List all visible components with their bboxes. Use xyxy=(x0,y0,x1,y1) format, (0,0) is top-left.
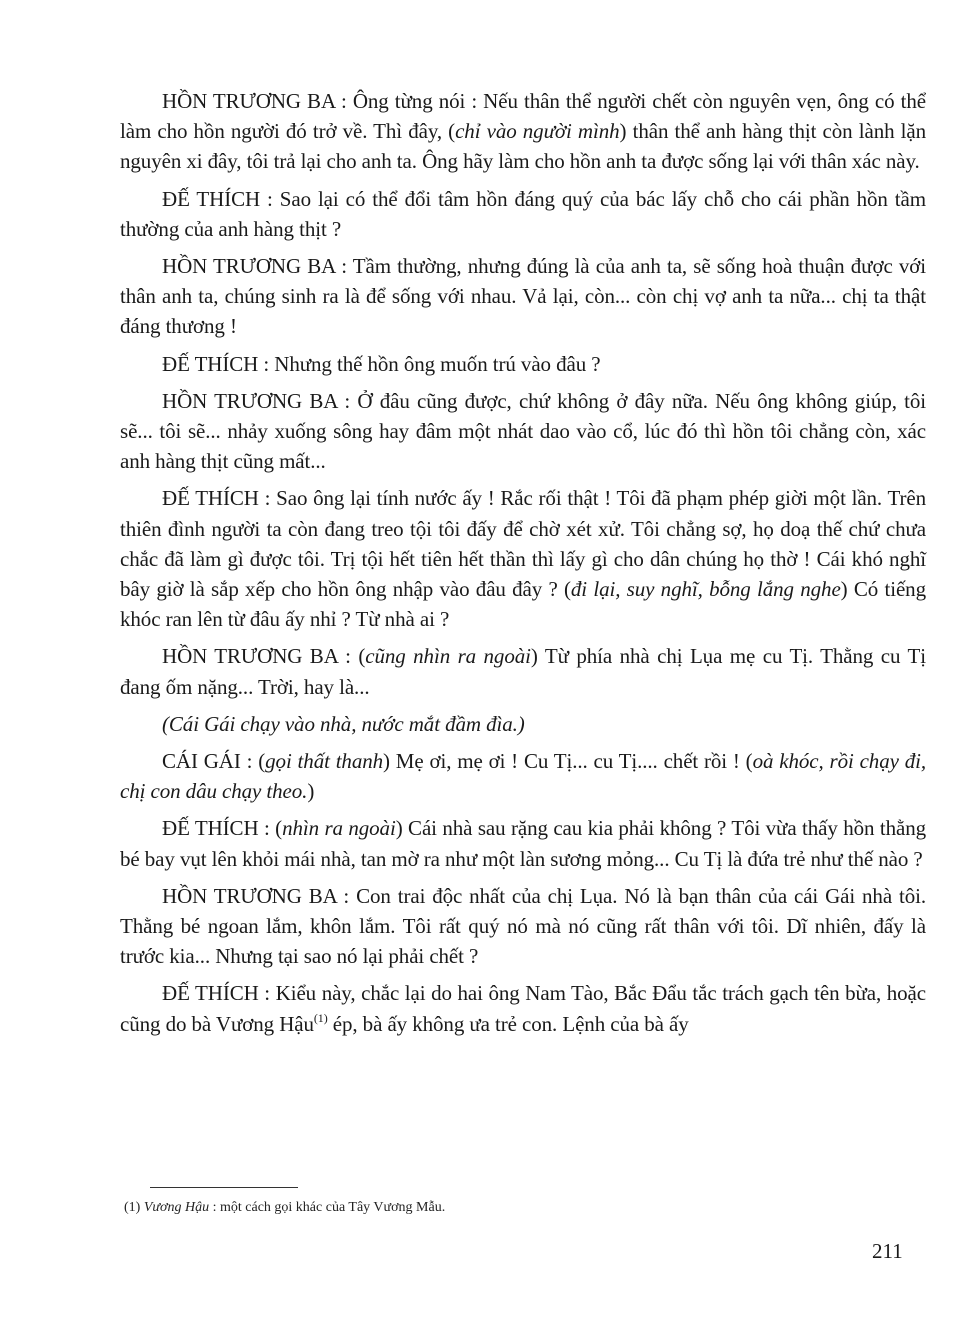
speaker-name: ĐẾ THÍCH : xyxy=(162,981,276,1006)
dialogue-text: Kiểu này, chắc lại do hai ông Nam Tào, Bắc Đẩu tắc trách gạch tên bừa, hoặc cũng do bà Vương Hậu xyxy=(120,981,926,1036)
speaker-name: ĐẾ THÍCH : xyxy=(162,351,275,376)
dialogue-paragraph xyxy=(120,184,926,244)
stage-direction: gọi thất thanh xyxy=(265,749,384,774)
speaker-name: CÁI GÁI : xyxy=(162,749,259,774)
dialogue-text: ) Có tiếng khóc ran lên từ đâu ấy nhỉ ? Từ nhà ai ? xyxy=(120,577,926,632)
dialogue-paragraph xyxy=(120,881,926,972)
footnote-text: : một cách gọi khác của Tây Vương Mẫu. xyxy=(209,1200,446,1215)
dialogue-text: Con trai độc nhất của chị Lụa. Nó là bạn thân của cái Gái nhà tôi. Thằng bé ngoan lắm, khôn lắm. Tôi rất quý nó mà nó cũng rất thân với tôi. Dĩ nhiên, đấy là trước kia... Nhưng tại sao nó lại phải chết ? xyxy=(120,883,926,969)
dialogue-paragraph xyxy=(120,86,926,177)
stage-direction: cũng nhìn ra ngoài xyxy=(365,644,531,669)
dialogue-text: Tầm thường, nhưng đúng là của anh ta, sẽ sống hoà thuận được với thân anh ta, chúng sinh ra là để sống với nhau. Vả lại, còn... còn chị vợ anh ta nữa... chị ta thật đáng thương ! xyxy=(120,254,926,339)
dialogue-paragraph xyxy=(120,349,926,379)
speaker-name: HỒN TRƯƠNG BA : xyxy=(162,883,357,908)
dialogue-paragraph xyxy=(120,386,926,477)
dialogue-text: ) Cái nhà sau rặng cau kia phải không ? Tôi vừa thấy hồn thằng bé bay vụt lên khỏi mái nhà, tan mờ ra như một làn sương mỏng... Cu Tị là đứa trẻ như thế nào ? xyxy=(120,816,927,871)
dialogue-text: Ở đâu cũng được, chứ không ở đây nữa. Nếu ông không giúp, tôi sẽ... tôi sẽ... nhảy xuống sông hay đâm một nhát dao vào cổ, lúc đó thì hồn tôi chẳng còn, xác anh hàng thịt cũng mất... xyxy=(120,388,926,474)
dialogue-paragraph xyxy=(120,746,926,806)
speaker-name: HỒN TRƯƠNG BA : xyxy=(162,644,359,669)
speaker-name: ĐẾ THÍCH : xyxy=(162,816,276,841)
dialogue-text: ép, bà ấy không ưa trẻ con. Lệnh của bà ấy xyxy=(327,1011,689,1036)
dialogue-paragraph xyxy=(120,813,926,873)
speaker-name: HỒN TRƯƠNG BA : xyxy=(162,89,353,113)
dialogue-text: ( xyxy=(258,749,266,774)
dialogue-text: ( xyxy=(275,816,283,841)
dialogue-paragraph xyxy=(120,251,926,342)
dialogue-text: Nhưng thế hồn ông muốn trú vào đâu ? xyxy=(274,351,601,376)
dialogue-text: Ông từng nói : Nếu thân thể người chết còn nguyên vẹn, ông có thể làm cho hồn người đó trở về. Thì đây, ( xyxy=(120,89,926,144)
speaker-name: HỒN TRƯƠNG BA : xyxy=(162,388,358,413)
stage-direction-paragraph xyxy=(120,709,926,739)
footnote xyxy=(124,1199,824,1217)
stage-direction: đi lại, suy nghĩ, bỗng lắng nghe xyxy=(570,577,841,602)
dialogue-text: Sao ông lại tính nước ấy ! Rắc rối thật ! Tôi đã phạm phép giời một lần. Trên thiên đình người ta còn đang treo tội tôi đấy để chờ xét xử. Tôi chẳng sợ, họ doạ thế chứ chưa chắc đã làm gì được tôi. Trị tội hết tiên hết thần thì lấy gì cho dân chúng họ thờ ! Cái khó nghĩ bây giờ là sắp xếp cho hồn ông nhập vào đâu đây ? ( xyxy=(120,486,926,602)
stage-direction: oà khóc, rồi chạy đi, chị con dâu chạy theo. xyxy=(120,749,926,804)
dialogue-paragraph xyxy=(120,483,926,634)
dialogue-text: ) thân thể anh hàng thịt còn lành lặn nguyên xi đây, tôi trả lại cho anh ta. Ông hãy làm cho hồn anh ta được sống lại với thân xác này. xyxy=(120,119,927,174)
stage-direction: nhìn ra ngoài xyxy=(282,816,396,841)
speaker-name: ĐẾ THÍCH : xyxy=(162,486,277,511)
footnote-reference: (1) xyxy=(313,1010,328,1025)
dialogue-paragraph xyxy=(120,641,926,701)
dialogue-paragraph xyxy=(120,978,926,1038)
speaker-name: ĐẾ THÍCH : xyxy=(162,186,280,211)
dialogue-text: ( xyxy=(358,644,366,669)
speaker-name: HỒN TRƯƠNG BA : xyxy=(162,254,353,279)
dialogue-text: ) Từ phía nhà chị Lụa mẹ cu Tị. Thằng cu Tị đang ốm nặng... Trời, hay là... xyxy=(120,644,926,699)
dialogue-text: ) xyxy=(307,779,315,804)
dialogue-body xyxy=(120,86,926,1046)
dialogue-text: Sao lại có thể đổi tâm hồn đáng quý của bác lấy chỗ cho cái phần hồn tầm thường của anh hàng thịt ? xyxy=(120,186,926,241)
footnote-mark: (1) xyxy=(124,1200,144,1215)
page-number: 211 xyxy=(872,1239,903,1263)
stage-direction: (Cái Gái chạy vào nhà, nước mắt đầm đìa.) xyxy=(162,711,525,736)
stage-direction: chỉ vào người mình xyxy=(455,119,620,144)
footnote-divider xyxy=(150,1187,298,1188)
dialogue-text: ) Mẹ ơi, mẹ ơi ! Cu Tị... cu Tị.... chết rồi ! ( xyxy=(383,749,753,774)
footnote-term: Vương Hậu xyxy=(143,1200,210,1215)
